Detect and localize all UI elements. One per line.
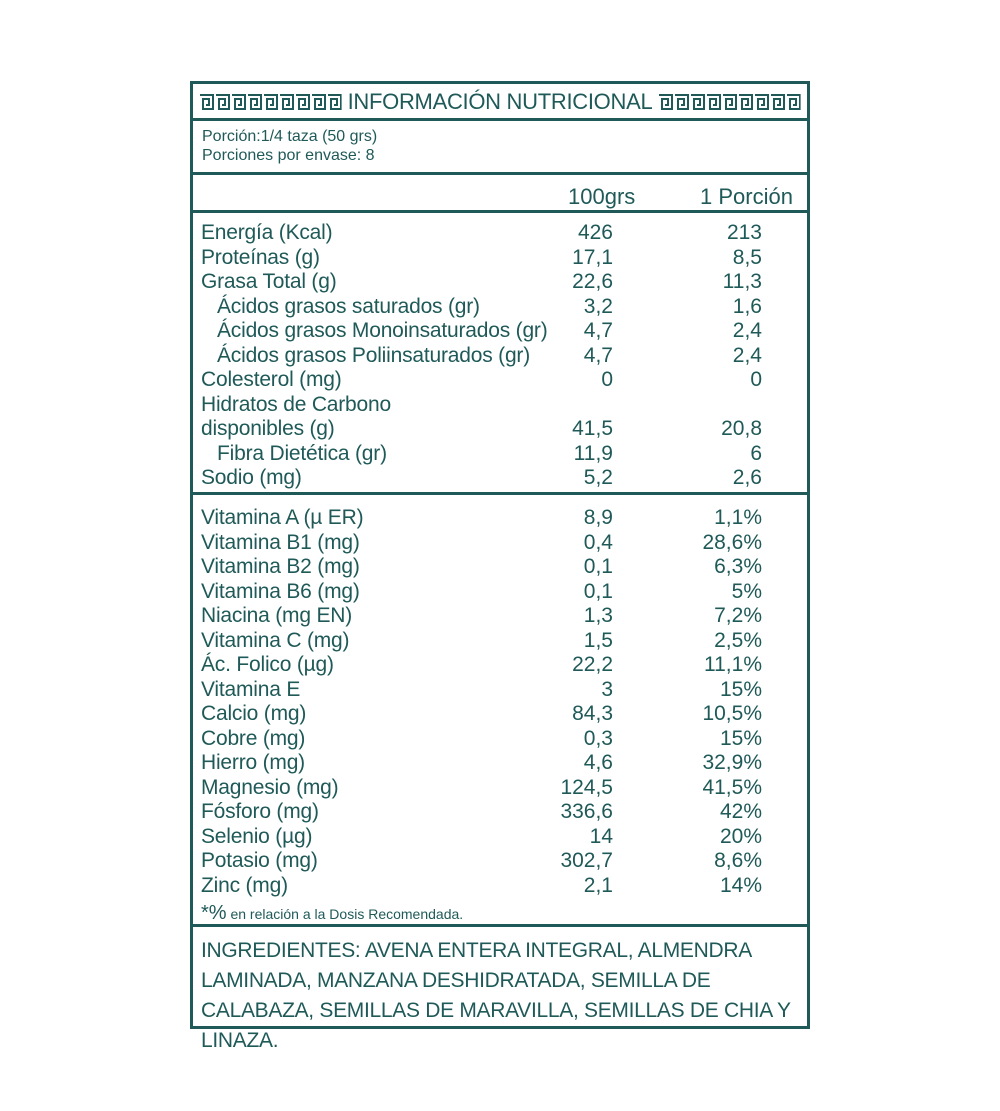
nutrient-name: Colesterol (mg) <box>201 368 342 391</box>
divider <box>193 210 807 213</box>
value-per-100g: 0,4 <box>583 530 613 554</box>
nutrient-name: Hidratos de Carbono <box>201 392 391 416</box>
table-row <box>193 417 807 442</box>
divider <box>193 172 807 175</box>
label-title: INFORMACIÓN NUTRICIONAL <box>347 89 653 114</box>
value-per-portion: 1,1% <box>714 506 762 529</box>
table-row <box>193 506 807 531</box>
nutrient-name: Calcio (mg) <box>201 702 307 725</box>
value-per-100g: 0 <box>601 368 613 391</box>
value-per-portion: 20,8 <box>721 417 762 440</box>
table-row <box>193 629 807 654</box>
nutrient-name: Ácidos grasos Poliinsaturados (gr) <box>217 343 531 367</box>
divider <box>193 924 807 927</box>
value-per-100g: 4,6 <box>583 751 613 774</box>
value-per-portion: 42% <box>719 800 762 823</box>
nutrition-label <box>190 81 810 1052</box>
nutrient-name: Zinc (mg) <box>201 873 288 897</box>
nutrient-name: Sodio (mg) <box>201 466 302 489</box>
table-row <box>193 800 807 825</box>
value-per-100g: 4,7 <box>583 319 613 342</box>
nutrient-name: Energía (Kcal) <box>201 221 333 244</box>
table-row <box>193 874 807 899</box>
value-per-portion: 11,3 <box>722 270 762 293</box>
nutrient-name: Ácidos grasos Monoinsaturados (gr) <box>217 319 548 342</box>
nutrient-name: Fósforo (mg) <box>201 800 319 823</box>
value-per-portion: 2,4 <box>732 319 762 342</box>
nutrient-name: Vitamina C (mg) <box>201 628 350 652</box>
nutrient-name: Potasio (mg) <box>201 849 318 872</box>
value-per-portion: 0 <box>750 368 762 391</box>
value-per-portion: 8,5 <box>732 245 762 269</box>
value-per-100g: 5,2 <box>583 466 613 489</box>
divider <box>193 118 807 121</box>
value-per-portion: 15% <box>719 677 762 701</box>
table-row <box>193 531 807 556</box>
value-per-portion: 2,6 <box>732 466 762 489</box>
greek-key-border-right-icon <box>658 92 801 112</box>
table-row <box>193 246 807 271</box>
value-per-100g: 41,5 <box>572 417 613 440</box>
nutrient-name: Fibra Dietética (gr) <box>217 441 387 465</box>
table-row <box>193 727 807 752</box>
value-per-100g: 124,5 <box>560 775 613 799</box>
nutrient-name: Proteínas (g) <box>201 245 320 269</box>
nutrient-name: Ác. Folico (µg) <box>201 653 334 676</box>
value-per-portion: 6 <box>750 441 762 465</box>
value-per-100g: 84,3 <box>572 702 613 725</box>
table-row <box>193 604 807 629</box>
nutrient-name: Vitamina B1 (mg) <box>201 530 360 554</box>
value-per-portion: 1,6 <box>732 294 762 318</box>
value-per-100g: 0,3 <box>583 726 613 750</box>
value-per-100g: 0,1 <box>583 555 613 578</box>
table-row <box>193 393 807 418</box>
footnote-text: en relación a la Dosis Recomendada. <box>226 906 464 922</box>
value-per-100g: 14 <box>589 824 613 848</box>
value-per-100g: 2,1 <box>583 873 613 897</box>
value-per-portion: 41,5% <box>702 775 762 799</box>
value-per-portion: 15% <box>719 726 762 750</box>
value-per-100g: 336,6 <box>560 800 613 823</box>
nutrient-name: Vitamina B6 (mg) <box>201 579 360 603</box>
value-per-portion: 10,5% <box>702 702 762 725</box>
nutrient-name: Vitamina B2 (mg) <box>201 555 360 578</box>
table-row <box>193 678 807 703</box>
table-row <box>193 442 807 467</box>
value-per-portion: 20% <box>719 824 762 848</box>
serving-size: Porción:1/4 taza (50 grs) <box>202 128 378 145</box>
table-row <box>193 466 807 491</box>
table-row <box>193 555 807 580</box>
value-per-100g: 4,7 <box>583 343 613 367</box>
divider <box>193 492 807 495</box>
greek-key-border-left-icon <box>199 92 342 112</box>
footnote-marker: *% <box>201 902 227 924</box>
label-header <box>193 84 807 120</box>
ingredients-text: INGREDIENTES: AVENA ENTERA INTEGRAL, ALMENDRA LAMINADA, MANZANA DESHIDRATADA, SEMILLA DE CALABAZA, SEMILLAS DE MARAVILLA, SEMILLAS DE CHIA Y LINAZA. <box>201 939 791 1052</box>
value-per-100g: 22,2 <box>572 653 613 676</box>
table-row <box>193 344 807 369</box>
value-per-portion: 11,1% <box>704 653 762 676</box>
nutrient-name: Vitamina A (µ ER) <box>201 506 364 529</box>
nutrient-name: Magnesio (mg) <box>201 775 339 799</box>
table-row <box>193 751 807 776</box>
table-row <box>193 319 807 344</box>
nutrient-name: disponibles (g) <box>201 417 335 440</box>
table-row <box>193 221 807 246</box>
value-per-portion: 2,5% <box>714 628 762 652</box>
table-row <box>193 653 807 678</box>
value-per-100g: 426 <box>577 221 613 244</box>
value-per-100g: 8,9 <box>583 506 613 529</box>
table-row <box>193 368 807 393</box>
table-row <box>193 270 807 295</box>
value-per-100g: 17,1 <box>572 245 613 269</box>
value-per-100g: 302,7 <box>560 849 613 872</box>
serving-info <box>202 127 377 165</box>
table-row <box>193 849 807 874</box>
value-per-100g: 3,2 <box>583 294 613 318</box>
nutrient-name: Ácidos grasos saturados (gr) <box>217 294 480 318</box>
value-per-portion: 7,2% <box>714 604 762 627</box>
value-per-100g: 1,3 <box>583 604 613 627</box>
servings-per-container: Porciones por envase: 8 <box>202 147 375 164</box>
nutrient-name: Cobre (mg) <box>201 726 306 750</box>
value-per-portion: 28,6% <box>702 530 762 554</box>
value-per-portion: 6,3% <box>714 555 762 578</box>
column-header-100g: 100grs <box>568 184 636 209</box>
table-row <box>193 580 807 605</box>
nutrient-name: Niacina (mg EN) <box>201 604 353 627</box>
value-per-100g: 3 <box>601 677 613 701</box>
value-per-portion: 5% <box>731 579 762 603</box>
value-per-100g: 11,9 <box>573 441 613 465</box>
value-per-100g: 1,5 <box>583 628 613 652</box>
nutrient-name: Hierro (mg) <box>201 751 305 774</box>
value-per-100g: 0,1 <box>583 579 613 603</box>
column-header-portion: 1 Porción <box>700 184 793 209</box>
value-per-portion: 213 <box>726 221 762 244</box>
value-per-portion: 14% <box>719 873 762 897</box>
nutrient-name: Vitamina E <box>201 677 301 701</box>
table-row <box>193 702 807 727</box>
table-row <box>193 776 807 801</box>
table-row <box>193 295 807 320</box>
nutrient-name: Grasa Total (g) <box>201 270 337 293</box>
value-per-100g: 22,6 <box>572 270 613 293</box>
value-per-portion: 2,4 <box>732 343 762 367</box>
table-row <box>193 825 807 850</box>
value-per-portion: 32,9% <box>702 751 762 774</box>
value-per-portion: 8,6% <box>714 849 762 872</box>
footnote <box>201 902 463 925</box>
nutrient-name: Selenio (µg) <box>201 824 313 848</box>
